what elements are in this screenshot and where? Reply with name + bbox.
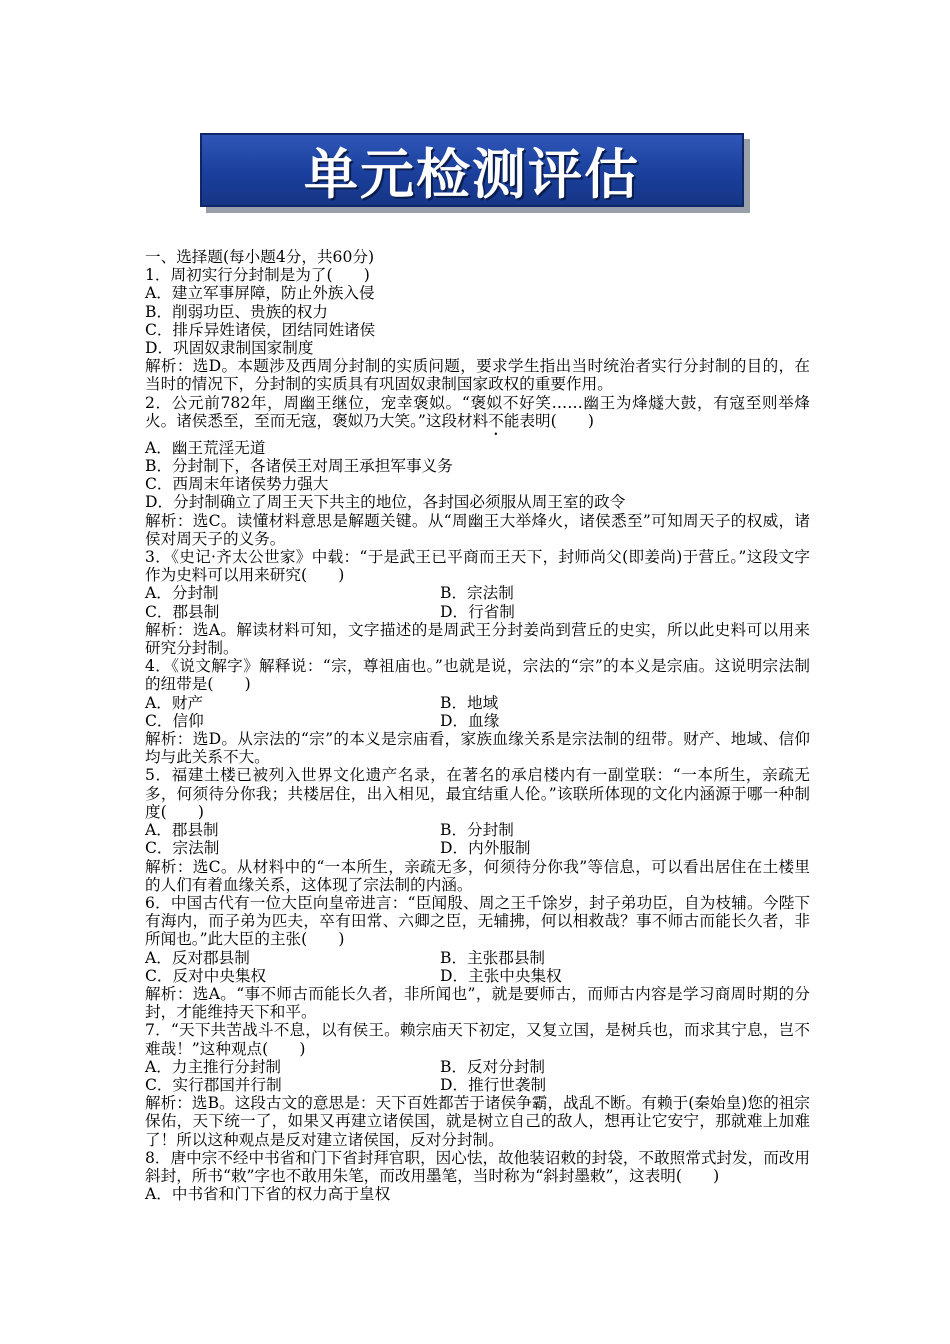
document-body [145,248,810,1203]
question-2-stem-part-a: 2．公元前782年，周幽王继位，宠幸褒姒。“褒姒不好笑……幽王为烽燧大鼓，有寇至则举烽火。诸侯悉至，至而无寇，褒姒乃大笑。”这段材料 [145,393,810,430]
question-1-option-d: D．巩固奴隶制国家制度 [145,339,314,358]
question-8-stem: 8．唐中宗不经中书省和门下省封拜官职，因心怯，故他装诏敕的封袋，不敢照常式封发，而改用斜封，所书“敕”字也不敢用朱笔，而改用墨笔，当时称为“斜封墨敕”，这表明( ) [145,1148,810,1185]
question-2-analysis: 解析：选C。读懂材料意思是解题关键。从“周幽王大举烽火，诸侯悉至”可知周天子的权威，诸侯对周天子的义务。 [145,511,810,548]
question-1-analysis: 解析：选D。本题涉及西周分封制的实质问题，要求学生指出当时统治者实行分封制的目的，在当时的情况下，分封制的实质具有巩固奴隶制国家政权的重要作用。 [145,357,810,394]
question-5-options-row-2 [145,839,810,857]
question-5-option-c: C．宗法制 [145,839,220,858]
question-6-analysis: 解析：选A。“事不师古而能长久者，非所闻也”，就是要师古，而师古内容是学习商周时期的分封，才能维持天下和平。 [145,984,810,1022]
question-6-option-c: C．反对中央集权 [145,966,267,985]
question-2-option-c: C．西周末年诸侯势力强大 [145,475,329,494]
question-4-options-row-2 [145,712,810,730]
question-1-stem: 1．周初实行分封制是为了( ) [145,266,370,285]
question-6-stem: 6．中国古代有一位大臣向皇帝进言：“臣闻殷、周之王千馀岁，封子弟功臣，自为枝辅。今陛下有海内，而子弟为匹夫，卒有田常、六卿之臣，无辅拂，何以相救哉？事不师古而能长久者，非所闻也。”此大臣的主张( ) [145,893,810,949]
question-4-stem: 4．《说文解字》解释说：“宗，尊祖庙也。”也就是说，宗法的“宗”的本义是宗庙。这说明宗法制的纽带是( ) [145,657,810,694]
title-banner [200,133,750,213]
banner-box [200,133,744,207]
question-4-option-d: D．血缘 [440,711,500,730]
question-3-option-b: B．宗法制 [440,584,514,603]
question-1-option-a: A．建立军事屏障，防止外族入侵 [145,284,375,303]
question-7-analysis: 解析：选B。这段古文的意思是：天下百姓都苦于诸侯争霸，战乱不断。有赖于(秦始皇)您的祖宗保佑，天下统一了，如果又再建立诸侯国，就是树立自己的敌人，想再让它安宁，那就难上加难了！所以这种观点是反对建立诸侯国，反对分封制。 [145,1094,810,1149]
section-heading: 一、选择题(每小题4分，共60分) [145,248,375,266]
question-5-option-a: A．郡县制 [145,821,219,840]
question-2-option-b: B．分封制下，各诸侯王对周王承担军事义务 [145,457,453,476]
question-2-option-d: D．分封制确立了周王天下共主的地位，各封国必须服从周王室的政令 [145,493,626,512]
question-7-options-row-1 [145,1058,810,1076]
question-8-option-a: A．中书省和门下省的权力高于皇权 [145,1185,391,1204]
question-5-option-b: B．分封制 [440,821,514,840]
question-4-option-a: A．财产 [145,693,204,712]
question-6-options-row-1 [145,949,810,967]
question-4-options-row-1 [145,694,810,712]
question-5-analysis: 解析：选C。从材料中的“一本所生，亲疏无多，何须待分你我”等信息，可以看出居住在土楼里的人们有着血缘关系，这体现了宗法制的内涵。 [145,857,810,894]
question-6-option-a: A．反对郡县制 [145,948,250,967]
question-2-stem [145,394,810,439]
question-7-stem: 7．“天下共苦战斗不息，以有侯王。赖宗庙天下初定，又复立国，是树兵也，而求其宁息，岂不难哉！”这种观点( ) [145,1021,810,1058]
question-3-option-d: D．行省制 [440,602,515,621]
question-3-option-c: C．郡县制 [145,602,220,621]
question-5-option-d: D．内外服制 [440,839,531,858]
question-3-options-row-2 [145,603,810,621]
question-2-option-a: A．幽王荒淫无道 [145,438,266,457]
question-7-option-b: B．反对分封制 [440,1057,546,1076]
banner-title: 单元检测评估 [304,142,640,206]
question-3-stem: 3．《史记·齐太公世家》中载：“于是武王已平商而王天下，封师尚父(即姜尚)于营丘。”这段文字作为史料可以用来研究( ) [145,548,810,585]
question-1-option-c: C．排斥异姓诸侯，团结同姓诸侯 [145,320,376,339]
question-7-option-c: C．实行郡国并行制 [145,1075,282,1094]
question-7-options-row-2 [145,1076,810,1094]
question-5-stem: 5．福建土楼已被列入世界文化遗产名录，在著名的承启楼内有一副堂联：“一本所生，亲疏无多，何须待分你我；共楼居住，出入相见，最宜结重人伦。”该联所体现的文化内涵源于哪一种制度( ) [145,766,810,821]
question-6-options-row-2 [145,967,810,985]
question-3-options-row-1 [145,584,810,602]
question-6-option-b: B．主张郡县制 [440,948,546,967]
question-7-option-a: A．力主推行分封制 [145,1057,282,1076]
question-3-analysis: 解析：选A。解读材料可知，文字描述的是周武王分封姜尚到营丘的史实，所以此史料可以用来研究分封制。 [145,620,810,658]
question-1-option-b: B．削弱功臣、贵族的权力 [145,302,328,321]
question-4-option-b: B．地域 [440,693,499,712]
question-3-option-a: A．分封制 [145,584,219,603]
question-6-option-d: D．主张中央集权 [440,966,562,985]
question-4-option-c: C．信仰 [145,711,204,730]
question-2-stem-part-b: 能表明( ) [503,411,594,430]
question-7-option-d: D．推行世袭制 [440,1075,547,1094]
question-5-options-row-1 [145,821,810,839]
question-4-analysis: 解析：选D。从宗法的“宗”的本义是宗庙看，家族血缘关系是宗法制的纽带。财产、地域、信仰均与此关系不大。 [145,730,810,767]
question-2-emphasis: 不 [488,411,504,430]
